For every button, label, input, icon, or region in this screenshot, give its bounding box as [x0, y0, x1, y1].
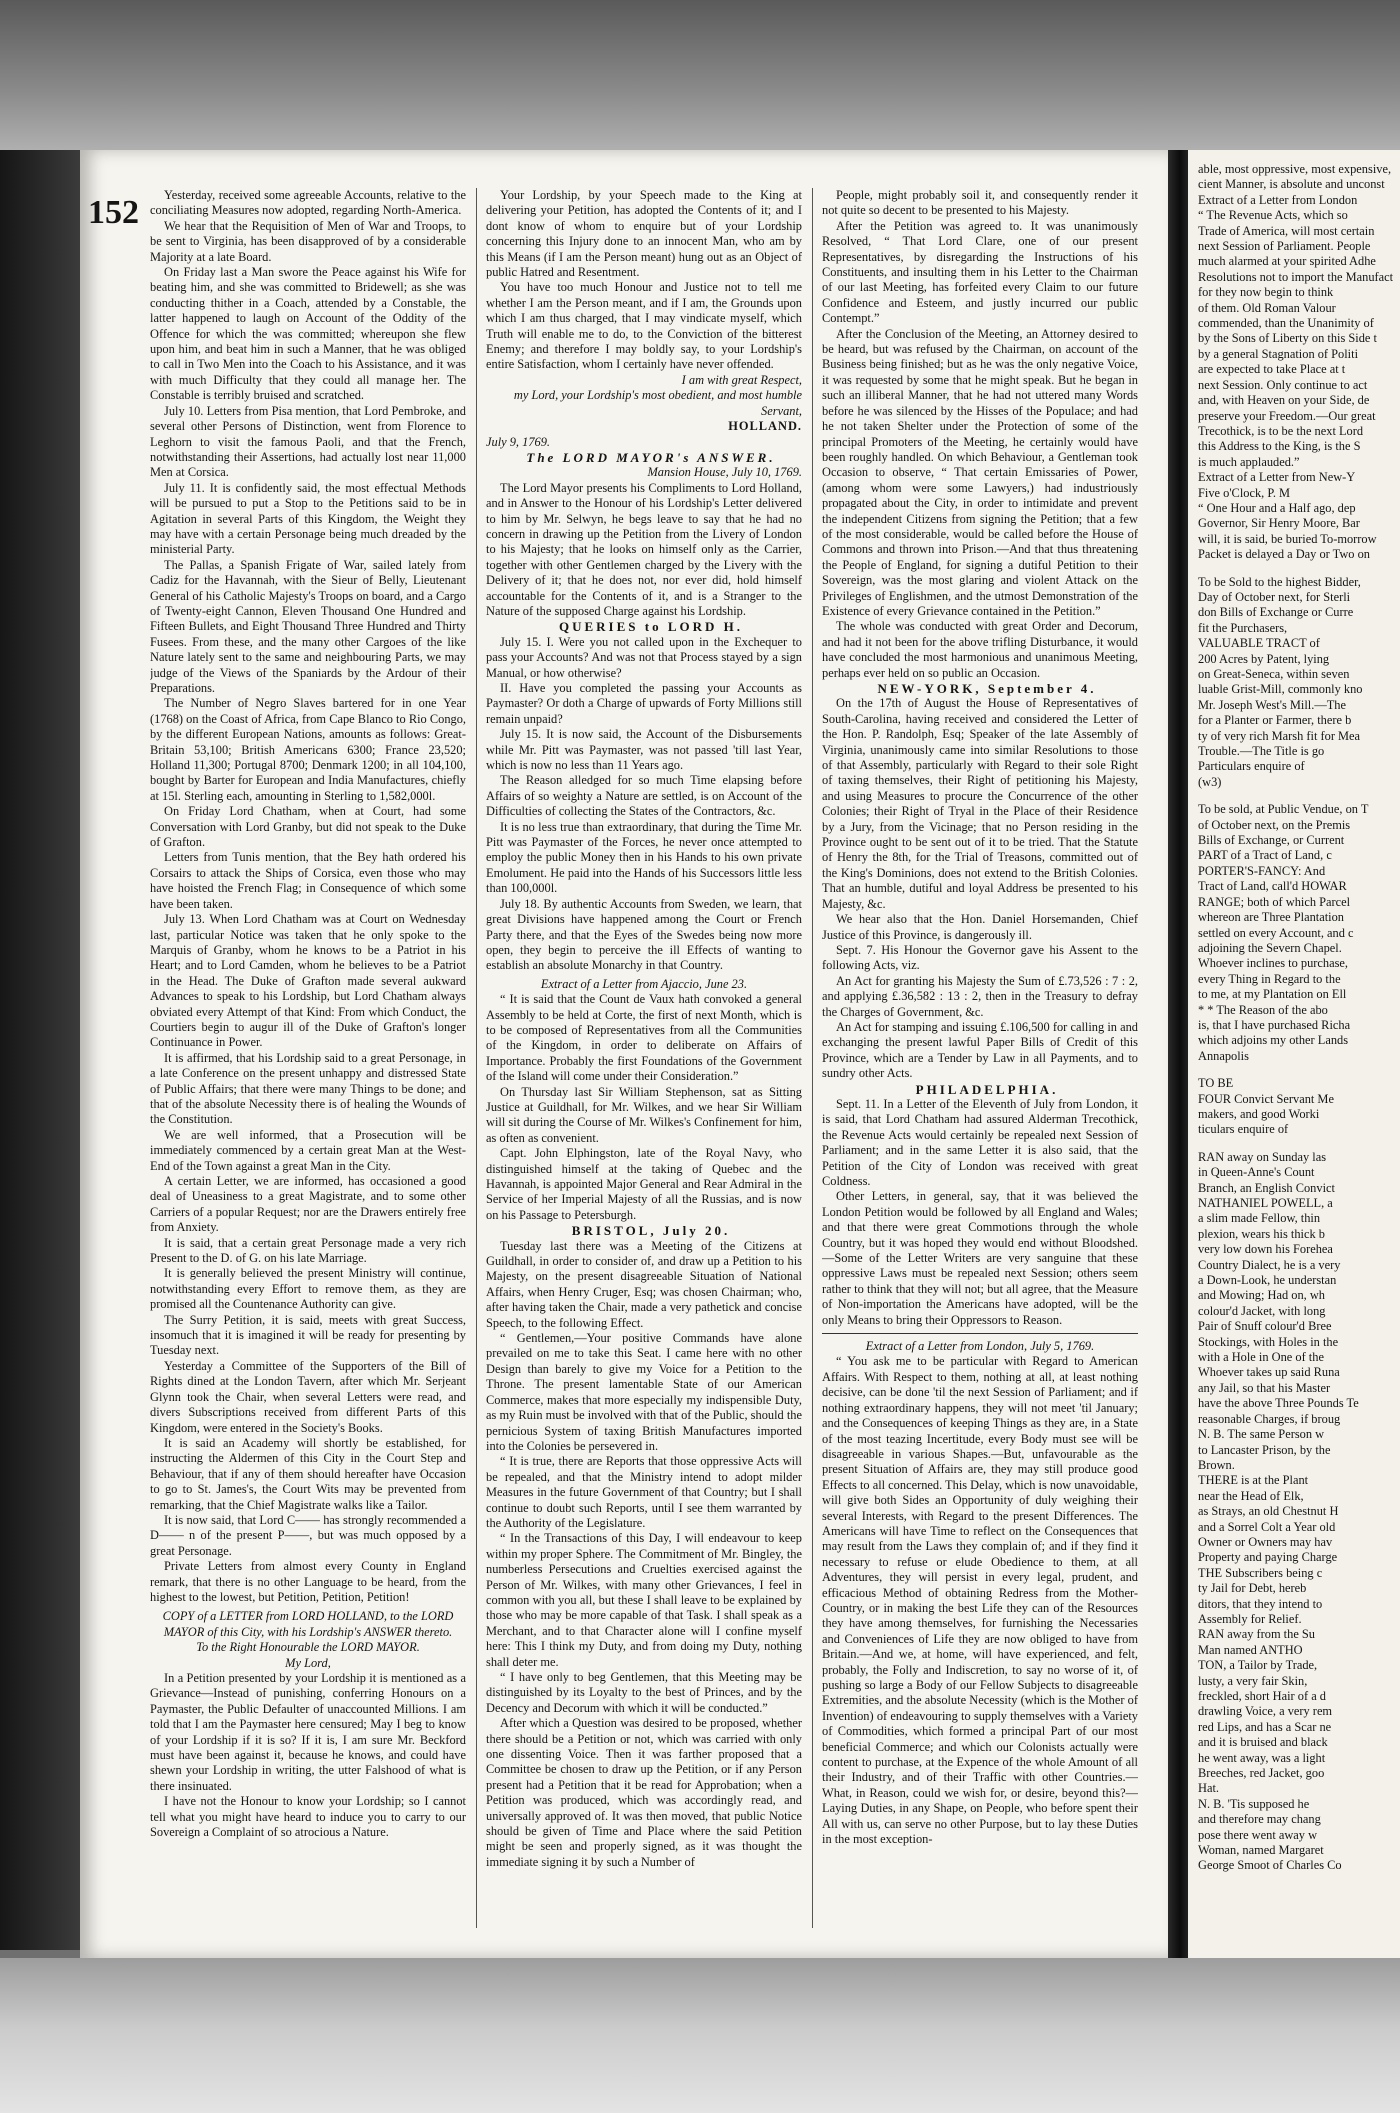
facing-page-line: plexion, wears his thick b: [1198, 1226, 1325, 1241]
article-paragraph: You have too much Honour and Justice not to tell me whether I am the Person meant, and if I am, the Grounds upon which I am thus charged, that I may vindicate myself, which Truth will enable me to do, to the Conviction of the bitterest Enemy; and therefore I may boldly say, to your Lordship's entire Satisfaction, whom I certainly have never offended.: [486, 280, 802, 372]
signature-name: HOLLAND.: [728, 419, 802, 434]
facing-page-line: Resolutions not to import the Manufact: [1198, 269, 1394, 284]
facing-page-line: freckled, short Hair of a d: [1198, 1689, 1326, 1703]
facing-page-line: N. B. 'Tis supposed he: [1198, 1796, 1310, 1811]
article-paragraph: The Pallas, a Spanish Frigate of War, sailed lately from Cadiz for the Havannah, with the Sieur of Belly, Lieutenant General of his Catholic Majesty's Troops on board, and a Cargo of Twenty-eight Cannon, Eleven Thousand One Hundred and Fifteen Bullets, and Eight Thousand Three Hundred and Thirty Fusees. From these, and the many other Cargoes of the like Nature lately sent to the same and neighbouring Parts, we may judge of the Views of the Spaniards by the Ardour of their Preparations.: [150, 557, 466, 695]
article-paragraph: The Number of Negro Slaves bartered for in one Year (1768) on the Coast of Africa, from Cape Blanco to Rio Congo, by the different European Nations, amounts as follows: Great-Britain 53,100; British Americans 6300; France 23,520; Holland 11,300; Portugal 8700; Denmark 1200; in all 104,100, bought by Barter for European and India Manufactures, chiefly at 15l. Sterling each, amounting in Sterling to 1,582,000l.: [150, 696, 466, 803]
facing-page-line: and it is bruised and black: [1198, 1735, 1328, 1750]
facing-page-line: * * The Reason of the abo: [1198, 1002, 1328, 1017]
ajaccio-list: [486, 992, 802, 1223]
facing-page-line: red Lips, and has a Scar ne: [1198, 1719, 1332, 1734]
article-paragraph: Tuesday last there was a Meeting of the Citizens at Guildhall, in order to consider of, and draw up a Petition to his Majesty, on the present disagreeable Situation of National Affairs, when Henry Cruger, Esq; was chosen Chairman; who, after having taken the Chair, made a very pathetick and concise Speech, to the following Effect.: [486, 1238, 802, 1330]
philadelphia-list: [822, 1097, 1138, 1328]
facing-page-line: is, that I have purchased Richa: [1198, 1017, 1351, 1032]
article-paragraph: After the Petition was agreed to. It was unanimously Resolved, “ That Lord Clare, one of our present Representatives, by disregarding the Instructions of his Constituents, and insulting them in his Letter to the Chairman of our last Meeting, has forfeited every Claim to our future Confidence and Esteem, and justly incurred our public Contempt.”: [822, 218, 1138, 326]
facing-page-line: Property and paying Charge: [1198, 1550, 1338, 1565]
article-paragraph: The Reason alledged for so much Time elapsing before Affairs of so weighty a Nature are settled, is on Account of the Difficulties of collecting the States of the Contractors, &c.: [486, 773, 802, 819]
article-paragraph: An Act for stamping and issuing £.106,500 for calling in and exchanging the present lawful Paper Bills of Credit of this Province, which are a Tender by Law in all Payments, and to sundry other Acts.: [822, 1019, 1138, 1081]
sign-off: my Lord, your Lordship's most obedient, and most humble Servant,: [513, 388, 802, 418]
article-paragraph: We hear also that the Hon. Daniel Horsemanden, Chief Justice of this Province, is dangerously ill.: [822, 912, 1138, 942]
column-3: [822, 188, 1138, 1928]
facing-page-line: Branch, an English Convict: [1198, 1180, 1335, 1195]
facing-page-line: near the Head of Elk,: [1198, 1488, 1304, 1503]
article-paragraph: People, might probably soil it, and consequently render it not quite so decent to be presented to his Majesty.: [822, 188, 1138, 218]
article-paragraph: July 13. When Lord Chatham was at Court on Wednesday last, particular Notice was taken that he only spoke to the Marquis of Granby, whom he knows to be a Patriot in his Heart; and to Lord Camden, whom he believes to be a Patriot in the Head. The Duke of Grafton made several aukward Advances to speak to his Lordship, but Lord Chatham always obviated every Attempt of that Kind: From which Conduct, the Courtiers begin to augur ill of the Duke of Grafton's longer Continuance in Power.: [150, 912, 466, 1050]
facing-page-line: any Jail, so that his Master: [1198, 1380, 1331, 1395]
article-paragraph: July 11. It is confidently said, the most effectual Methods will be pursued to put a Stop to the Petitions said to be in Agitation in several Parts of this Kingdom, the Weight they may have with a certain Personage being much dreaded by the ministerial Party.: [150, 480, 466, 557]
article-paragraph: It is said an Academy will shortly be established, for instructing the Aldermen of this City in the Court Step and Behaviour, that if any of them should hereafter have Occasion to go to St. James's, the Court Wits may be prevented from remarking, that the Chief Magistrate walks like a Tailor.: [150, 1435, 466, 1512]
article-paragraph: “ It is true, there are Reports that those oppressive Acts will be repealed, and that the Ministry intend to adopt milder Measures in the future Government of that Country; but I shall continue to doubt such Reports, until I see them warranted by the Authority of the Legislature.: [486, 1454, 802, 1530]
facing-page-line: next Session. Only continue to act: [1198, 377, 1368, 392]
article-paragraph: July 18. By authentic Accounts from Sweden, we learn, that great Divisions have happened among the Court or French Party there, and that the Eyes of the Swedes being now more open, they begin to perceive the ill Effects of wanting to establish an absolute Monarchy in that Country.: [486, 896, 802, 973]
facing-page-line: TO BE: [1198, 1076, 1234, 1091]
article-paragraph: It is affirmed, that his Lordship said to a great Personage, in a late Conference on the present unhappy and distressed State of Public Affairs; that there were many Things to be done; and that of the absolute Necessity there is of healing the Wounds of the Constitution.: [150, 1050, 466, 1127]
facing-page-line: PART of a Tract of Land, c: [1198, 848, 1332, 863]
facing-page-line: ty Jail for Debt, hereb: [1198, 1581, 1307, 1596]
newyork-heading: NEW-YORK, September 4.: [877, 681, 1097, 696]
facing-page-line: next Session of Parliament. People: [1198, 239, 1371, 254]
article-paragraph: Yesterday a Committee of the Supporters of the Bill of Rights dined at the London Tavern, after which Mr. Serjeant Glynn took the Chair, when several Letters were read, and divers Subscriptions received from different Parts of this Kingdom, were entered in the Society's Books.: [150, 1358, 466, 1435]
facing-page-line: will, it is said, be buried To-morrow: [1198, 531, 1377, 546]
article-paragraph: “ Gentlemen,—Your positive Commands have alone prevailed on me to take this Seat. I came here with no other Design than barely to give my Voice for a Petition to the Throne. The present lamentable State of our American Commerce, makes that more especially my indispensible Duty, as my Ruin must be involved with that of the Public, should the pernicious System of taxing British Manufactures imported into the Colonies be persevered in.: [486, 1331, 802, 1453]
facing-page-line: to me, at my Plantation on Ell: [1198, 987, 1347, 1002]
facing-page-line: luable Grist-Mill, commonly kno: [1198, 682, 1363, 697]
facing-page: [1188, 150, 1400, 1958]
facing-page-line: RAN away on Sunday las: [1198, 1149, 1327, 1164]
facing-page-line: with a Hole in One of the: [1198, 1350, 1324, 1365]
article-paragraph: Yesterday, received some agreeable Accounts, relative to the conciliating Measures now adopted, regarding North-America.: [150, 188, 466, 218]
column-2: [486, 188, 802, 1928]
facing-page-line: N. B. The same Person w: [1198, 1427, 1325, 1442]
facing-page-line: ditors, that they intend to: [1198, 1596, 1323, 1611]
facing-page-line: and, with Heaven on your Side, de: [1198, 393, 1370, 408]
facing-page-line: To be sold, at Public Vendue, on T: [1198, 802, 1369, 817]
article-paragraph: Letters from Tunis mention, that the Bey hath ordered his Corsairs to attack the Ships of Corsica, even those who may have hoisted the French Flag; in Consequence of which some have been taken.: [150, 850, 466, 911]
bristol-list: [486, 1239, 802, 1871]
facing-page-line: much alarmed at your spirited Adhe: [1198, 254, 1376, 269]
facing-page-line: Pair of Snuff colour'd Bree: [1198, 1319, 1332, 1334]
scan-background-top: [0, 0, 1400, 165]
article-paragraph: After the Conclusion of the Meeting, an Attorney desired to be heard, but was refused by the Chairman, on account of the Business being finished; but as he was the only negative Voice, it was requested by some that he might speak. But he began in such an illiberal Manner, that he had not uttered many Words before he was silenced by the Hisses of the Populace; and had he not taken Shelter under the Protection of some of the principal Promoters of the Meeting, he certainly would have been roughly handled. On which Behaviour, a Gentleman took Occasion to observe, “ That certain Emissaries of Power, (among whom were some Lawyers,) had industriously propagated about the City, in order to intimidate and prevent the independent Citizens from signing the Petition; that a few of the most considerable, would be called before the House of Commons and thrown into Prison.—And that thus threatening the People of England, for signing a dutiful Petition to their Sovereign, was the most glaring and violent Attack on the Privileges of Englishmen, and the utmost Demonstration of the Existence of every Grievance contained in the Petition.”: [822, 326, 1138, 618]
facing-page-line: have the above Three Pounds Te: [1198, 1396, 1359, 1411]
facing-page-line: which adjoins my other Lands: [1198, 1033, 1349, 1048]
facing-page-line: ty of very rich Marsh fit for Mea: [1198, 728, 1361, 743]
facing-page-line: Tract of Land, call'd HOWAR: [1198, 879, 1347, 894]
facing-page-line: Man named ANTHO: [1198, 1642, 1303, 1657]
answer-heading: The LORD MAYOR's ANSWER.: [526, 449, 776, 465]
article-paragraph: On Friday Lord Chatham, when at Court, had some Conversation with Lord Granby, but did not speak to the Duke of Grafton.: [150, 804, 466, 850]
scan-background-bottom: [0, 1958, 1400, 2113]
facing-page-line: Country Dialect, he is a very: [1198, 1257, 1341, 1272]
newspaper-page: [80, 150, 1168, 1958]
facing-page-line: a slim made Fellow, thin: [1198, 1211, 1321, 1226]
facing-page-line: VALUABLE TRACT of: [1198, 636, 1320, 651]
facing-page-line: [1198, 563, 1394, 575]
facing-page-line: RANGE; both of which Parcel: [1198, 894, 1351, 909]
facing-page-line: 200 Acres by Patent, lying: [1198, 651, 1330, 666]
facing-page-line: Trecothick, is to be the next Lord: [1198, 423, 1364, 438]
facing-page-line: in Queen-Anne's Count: [1198, 1165, 1315, 1180]
facing-page-line: very low down his Forehea: [1198, 1242, 1333, 1257]
facing-page-line: “ The Revenue Acts, which so: [1198, 208, 1348, 223]
facing-page-line: on Great-Seneca, within seven: [1198, 667, 1350, 681]
col1-letter: [150, 1671, 466, 1840]
london-heading: Extract of a Letter from London, July 5, 1769.: [865, 1339, 1095, 1354]
queries-heading: QUERIES to LORD H.: [558, 619, 744, 635]
article-paragraph: In a Petition presented by your Lordship it is mentioned as a Grievance—Instead of punishing, conferring Honours on a Paymaster, the Public Defaulter of unaccounted Millions. I am told that I am the Paymaster here censured; May I beg to know of your Lordship if it is so? If it is, I am sure Mr. Beckford must have been against it, because he knows, and could have shewn your Lordship in writing, the utter Falshood of what is there insinuated.: [150, 1671, 466, 1793]
page-number: 152: [88, 194, 139, 231]
facing-page-line: Trade of America, will most certain: [1198, 223, 1375, 238]
facing-page-line: TON, a Tailor by Trade,: [1198, 1658, 1318, 1673]
facing-page-line: colour'd Jacket, with long: [1198, 1303, 1326, 1318]
facing-page-line: and therefore may chang: [1198, 1812, 1321, 1827]
facing-page-line: makers, and good Worki: [1198, 1106, 1320, 1121]
facing-page-line: lusty, a very fair Skin,: [1198, 1673, 1308, 1688]
sign-off: I am with great Respect,: [681, 372, 802, 387]
answer-body: The Lord Mayor presents his Compliments to Lord Holland, and in Answer to the Honour of his Lordship's Letter delivered to him by Mr. Selwyn, he begs leave to say that he had no concern in drawing up the Petition from the Livery of London to his Majesty; that he looks on himself only as the Carrier, together with other Gentlemen charged by the Livery with the Delivery of it; that he does not, nor ever did, hold himself accountable for the Contents of it, and is a Stranger to the Nature of the supposed Charge against his Lordship.: [486, 480, 802, 618]
column-rule: [476, 188, 477, 1928]
facing-page-line: Extract of a Letter from London: [1198, 192, 1358, 207]
facing-page-line: he went away, was a light: [1198, 1750, 1326, 1765]
book-spine: [0, 150, 82, 1950]
facing-page-line: pose there went away w: [1198, 1827, 1318, 1842]
facing-page-line: NATHANIEL POWELL, a: [1198, 1196, 1333, 1210]
facing-page-line: reasonable Charges, if broug: [1198, 1411, 1341, 1426]
facing-page-line: Extract of a Letter from New-Y: [1198, 470, 1356, 485]
facing-page-line: for they now begin to think: [1198, 285, 1334, 300]
col3-bristol-continued: [822, 188, 1138, 681]
facing-page-line: Mr. Joseph West's Mill.—The: [1198, 697, 1346, 712]
facing-page-line: Bills of Exchange, or Current: [1198, 833, 1345, 848]
letter-address: To the Right Honourable the LORD MAYOR.: [196, 1640, 420, 1655]
facing-page-line: by a general Stagnation of Politi: [1198, 346, 1359, 361]
facing-page-line: adjoining the Severn Chapel.: [1198, 940, 1342, 955]
article-paragraph: July 15. It is now said, the Account of the Disbursements while Mr. Pitt was Paymaster, was not passed 'till last Year, which is now no less than 11 Years ago.: [486, 727, 802, 773]
article-paragraph: It is no less true than extraordinary, that during the Time Mr. Pitt was Paymaster of the Forces, he never once attempted to employ the public Money then in his Hands to his own private Emolument. He paid into the Hands of his Successors little less than 100,000l.: [486, 819, 802, 896]
facing-page-line: To be Sold to the highest Bidder,: [1198, 574, 1361, 589]
facing-page-line: for a Planter or Farmer, there b: [1198, 713, 1352, 728]
article-paragraph: “ In the Transactions of this Day, I will endeavour to keep within my proper Sphere. The Commitment of Mr. Bingley, the numberless Persecutions and Cruelties exercised against the Person of Mr. Wilkes, with many other Grievances, I feel in common with you all, but these I shall leave to be explained by those who may be more capable of that Task. I shall speak as a Merchant, and to that Character alone will I confine myself here: This I think my Duty, and from doing my Duty, nothing shall deter me.: [486, 1531, 802, 1669]
article-paragraph: Sept. 7. His Honour the Governor gave his Assent to the following Acts, viz.: [822, 942, 1138, 973]
facing-page-line: Five o'Clock, P. M: [1198, 485, 1291, 500]
facing-page-line: commended, than the Unanimity of: [1198, 316, 1374, 331]
facing-page-line: Breeches, red Jacket, goo: [1198, 1766, 1325, 1781]
article-paragraph: Capt. John Elphingston, late of the Royal Navy, who distinguished himself at the taking of Quebec and the Havannah, is appointed Major General and Rear Admiral in the Service of her Imperial Majesty of all the Russias, and is now on his Passage to Petersburgh.: [486, 1146, 802, 1222]
facing-page-line: Whoever inclines to purchase,: [1198, 956, 1349, 971]
article-paragraph: The Surry Petition, it is said, meets with great Success, insomuch that it is imagined it will be ready for presenting by Tuesday next.: [150, 1312, 466, 1358]
article-paragraph: Other Letters, in general, say, that it was believed the London Petition would be followed by all England and Wales; and that there were great Commotions through the whole Country, but it was hoped they would end without Bloodshed.—Some of the Letter Writers are very sanguine that these oppressive Laws must be repealed next Session; others seem rather to think that they will not; but all agree, that the Measure of Non-importation the Americans have adopted, will be the only Means to bring their Oppressors to Reason.: [822, 1189, 1138, 1327]
facing-page-line: Assembly for Relief.: [1198, 1611, 1302, 1626]
column-rule: [812, 188, 813, 1928]
facing-page-line: don Bills of Exchange or Curre: [1198, 605, 1354, 620]
london-list: [822, 1354, 1138, 1847]
section-divider: [822, 1333, 1138, 1334]
facing-page-line: Particulars enquire of: [1198, 759, 1305, 774]
col1-news: [150, 188, 466, 1605]
facing-page-line: Day of October next, for Sterli: [1198, 589, 1351, 604]
article-paragraph: It is said, that a certain great Personage made a very rich Present to the D. of G. on his late Marriage.: [150, 1235, 466, 1266]
facing-page-line: PORTER'S-FANCY: And: [1198, 863, 1326, 878]
bristol-heading: BRISTOL, July 20.: [571, 1223, 731, 1239]
facing-page-line: of October next, on the Premis: [1198, 817, 1351, 832]
facing-page-line: FOUR Convict Servant Me: [1198, 1091, 1334, 1106]
article-paragraph: It is generally believed the present Ministry will continue, notwithstanding every Effort to remove them, as they are promised all the Countenance Authority can give.: [150, 1266, 466, 1312]
facing-page-line: able, most oppressive, most expensive,: [1198, 162, 1392, 176]
facing-page-column: [1198, 162, 1394, 1874]
article-paragraph: July 15. I. Were you not called upon in the Exchequer to pass your Accounts? And was not that Process stayed by a sign Manual, or how otherwise?: [486, 634, 802, 680]
article-paragraph: On Friday last a Man swore the Peace against his Wife for beating him, and she was committed to Bridewell; as she was conducting thither in a Coach, attended by a Constable, the latter happened to laugh on Account of the Oddity of the Offence for which the was committed; whereupon she flew upon him, and beat him in such a Manner, that he was obliged to call in Two Men into the Coach to his Assistance, and it was with much Difficulty that they could all manage her. The Constable is terribly bruised and scratched.: [150, 265, 466, 403]
article-paragraph: “ I have only to beg Gentlemen, that this Meeting may be distinguished by its Loyalty to the best of Princes, and by the Decency and Decorum with which it will be conducted.”: [486, 1670, 802, 1715]
facing-page-line: a Down-Look, he understan: [1198, 1273, 1337, 1288]
philadelphia-heading: PHILADELPHIA.: [915, 1081, 1059, 1097]
facing-page-line: [1198, 790, 1394, 802]
facing-page-line: Annapolis: [1198, 1048, 1249, 1063]
article-paragraph: On the 17th of August the House of Representatives of South-Carolina, having received and considered the Letter of the Hon. P. Randolph, Esq; Speaker of the late Assembly of Virginia, unanimously came into similar Resolutions to those of that Assembly, particularly with Regard to their sole Right of taxing themselves, their Right of petitioning his Majesty, and using Measures to procure the Concurrence of the other Colonies; their Right of Tryal in the Place of their Residence by a Jury, from the Vicinage; that no Person residing in the Province ought to be sent out of it to be tried. That the Statute of Henry the 8th, for the Trial of Treasons, committed out of the King's Dominions, does not extend to the British Colonies. That an humble, dutiful and loyal Address be presented to his Majesty, &c.: [822, 696, 1138, 911]
facing-page-line: cient Manner, is absolute and unconst: [1198, 177, 1385, 192]
facing-page-line: are expected to take Place at t: [1198, 362, 1346, 377]
facing-page-line: Owner or Owners may hav: [1198, 1534, 1333, 1549]
facing-page-line: Governor, Sir Henry Moore, Bar: [1198, 516, 1360, 531]
facing-page-line: Hat.: [1198, 1781, 1219, 1796]
article-paragraph: Your Lordship, by your Speech made to the King at delivering your Petition, has adopted the Contents of it; and I dont know of whom to enquire but of your Lordship concerning this Injury done to an innocent Man, who am by this Means (if I am the Person meant) hung out as an Object of public Hatred and Resentment.: [486, 188, 802, 280]
facing-page-line: [1198, 1138, 1394, 1150]
facing-page-line: every Thing in Regard to the: [1198, 971, 1341, 986]
facing-page-line: whereon are Three Plantation: [1198, 910, 1344, 925]
facing-page-line: “ One Hour and a Half ago, dep: [1198, 500, 1356, 515]
facing-page-line: (w3): [1198, 774, 1222, 789]
article-paragraph: “ You ask me to be particular with Regard to American Affairs. With Respect to them, nothing at all, at least nothing decisive, can be done 'til the next Session of Parliament; and if nothing extraordinary happens, they will not meet 'til January; and the Consequences of keeping Things as they are, in a State of the most teazing Incertitude, every Body must see will be disagreeable in various Shapes.—But, unfavourable as the present Situation of Affairs are, they may still produce good Effects to all concerned. This Delay, which is now unavoidable, will give both Sides an Opportunity of duly weighing their several Interests, with Regard to the present Differences. The Americans will have Time to reflect on the Consequences that may result from the Laws they complain of; and if they find it necessary to refuse or elude Obedience to them, at all Adventures, they will persist in every legal, prudent, and efficacious Method of obtaining Redress from the Mother-Country, or in making the best Life they can of the Resources they have among themselves, for furnishing the Necessaries and Conveniences of Life they are now obliged to have from Britain.—And we, at home, will have experienced, and felt, probably, the Folly and Indiscretion, to say no worse of it, of pushing so large a Body of our Fellow Subjects to disagreeable Extremities, and the absolute Necessity (which is the Mother of Invention) of endeavouring to supply themselves with a Variety of Commodities, which formed a principal Part of our most beneficial Commerce; and which our Colonists actually were content to purchase, at the Expence of the whole Amount of all their Industry, and of their Traffic with other Countries.—What, in Reason, could we wish for, or desire, beyond this?—Laying Duties, in any Shape, on People, who before spent their All with us, can serve no other Purpose, but to lay these Duties in the most exception-: [822, 1354, 1138, 1847]
article-paragraph: July 10. Letters from Pisa mention, that Lord Pembroke, and several other Persons of Distinction, went from Florence to Leghorn to visit the famous Paoli, and that the French, notwithstanding their Assertions, had actually lost near 11,000 Men at Corsica.: [150, 403, 466, 480]
facing-page-line: THERE is at the Plant: [1198, 1473, 1309, 1488]
article-paragraph: Sept. 11. In a Letter of the Eleventh of July from London, it is said, that Lord Chatham had assured Alderman Trecothick, the Revenue Acts would certainly be repealed next Session of Parliament; and in the same Letter it is also said, that the Petition of the City of London was received with great Coldness.: [822, 1096, 1138, 1188]
article-paragraph: A certain Letter, we are informed, has occasioned a good deal of Uneasiness to a great Magistrate, and to some other Carriers of a popular Request; nor are the Drawers entirely free from Anxiety.: [150, 1174, 466, 1235]
facing-page-line: fit the Purchasers,: [1198, 620, 1288, 635]
facing-page-line: [1198, 1064, 1394, 1076]
answer-dateline: Mansion House, July 10, 1769.: [647, 465, 802, 480]
facing-page-line: preserve your Freedom.—Our great: [1198, 408, 1376, 423]
facing-page-line: Trouble.—The Title is go: [1198, 744, 1325, 759]
facing-page-line: of them. Old Roman Valour: [1198, 300, 1336, 315]
letter-date: July 9, 1769.: [486, 434, 551, 449]
facing-page-line: Woman, named Margaret: [1198, 1843, 1324, 1858]
article-paragraph: The whole was conducted with great Order and Decorum, and had it not been for the above trifling Disturbance, it would have concluded the most harmonious and unanimous Meeting, perhaps ever held on so public an Occasion.: [822, 619, 1138, 680]
facing-page-line: settled on every Account, and c: [1198, 925, 1354, 940]
article-paragraph: After which a Question was desired to be proposed, whether there should be a Petition or not, which was carried with only one dissenting Voice. Then it was farther proposed that a Committee be chosen to draw up the Petition, or if any Person present had a Petition that it be read for Approbation; when a Petition was produced, which was accordingly read, and universally approved of. It was then moved, that public Notice should be given of Time and Place where the said Petition might be seen and properly signed, as it was thought the immediate signing it by such a Number of: [486, 1716, 802, 1869]
facing-page-line: and Mowing; Had on, wh: [1198, 1288, 1325, 1303]
article-paragraph: We hear that the Requisition of Men of War and Troops, to be sent to Virginia, has been disapproved of by a considerable Majority at a late Board.: [150, 218, 466, 264]
facing-page-line: THE Subscribers being c: [1198, 1565, 1323, 1580]
queries-list: [486, 635, 802, 974]
facing-page-line: RAN away from the Su: [1198, 1627, 1316, 1642]
facing-page-line: ticulars enquire of: [1198, 1122, 1289, 1137]
facing-page-line: Brown.: [1198, 1457, 1235, 1472]
ajaccio-heading: Extract of a Letter from Ajaccio, June 23.: [540, 976, 748, 991]
facing-page-line: Packet is delayed a Day or Two on: [1198, 547, 1370, 562]
facing-page-line: Whoever takes up said Runa: [1198, 1365, 1340, 1380]
col2-letter: [486, 188, 802, 373]
facing-page-line: and a Sorrel Colt a Year old: [1198, 1519, 1336, 1534]
article-paragraph: An Act for granting his Majesty the Sum of £.73,526 : 7 : 2, and applying £.36,582 : 13 : 2, then in the Treasury to defray the Charges of Government, &c.: [822, 973, 1138, 1019]
facing-page-line: as Strays, an old Chestnut H: [1198, 1504, 1339, 1519]
facing-page-line: to Lancaster Prison, by the: [1198, 1442, 1331, 1457]
column-1: [150, 188, 466, 1928]
article-paragraph: II. Have you completed the passing your Accounts as Paymaster? Or doth a Charge of upwards of Forty Millions still remain unpaid?: [486, 681, 802, 726]
facing-page-line: drawling Voice, a very rem: [1198, 1704, 1333, 1719]
article-paragraph: “ It is said that the Count de Vaux hath convoked a general Assembly to be held at Corte, the first of next Month, which is to be composed of Representatives from all the Communities of the Kingdom, in order to deliberate on Affairs of Importance. Probably the first Foundations of the Government of the Island will come under their Consideration.”: [486, 992, 802, 1084]
facing-page-line: Stockings, with Holes in the: [1198, 1334, 1339, 1349]
article-paragraph: It is now said, that Lord C—— has strongly recommended a D—— n of the present P——, but was much opposed by a great Personage.: [150, 1512, 466, 1558]
article-paragraph: We are well informed, that a Prosecution will be immediately commenced by a certain great Man at the West-End of the Town against a great Man in the City.: [150, 1127, 466, 1173]
article-paragraph: Private Letters from almost every County in England remark, that there is no other Language to be heard, from the highest to the lowest, but Petition, Petition, Petition!: [150, 1559, 466, 1604]
article-paragraph: I have not the Honour to know your Lordship; so I cannot tell what you might have heard to induce you to carry to our Sovereign a Complaint of so atrocious a Nature.: [150, 1794, 466, 1840]
newyork-list: [822, 696, 1138, 1081]
letter-heading: COPY of a LETTER from LORD HOLLAND, to the LORD MAYOR of this City, with his Lordship's ANSWER thereto.: [162, 1609, 454, 1639]
book-gutter: [1168, 150, 1188, 1958]
facing-page-line: this Address to the King, is the S: [1198, 439, 1361, 454]
article-paragraph: On Thursday last Sir William Stephenson, sat as Sitting Justice at Guildhall, for Mr. Wilkes, and we hear Sir William will sit during the Course of Mr. Wilkes's Confinement for him, as often as convenient.: [486, 1084, 802, 1145]
facing-page-line: George Smoot of Charles Co: [1198, 1858, 1342, 1873]
letter-salutation: My Lord,: [285, 1655, 331, 1670]
facing-page-line: is much applauded.”: [1198, 454, 1300, 469]
facing-page-line: by the Sons of Liberty on this Side t: [1198, 331, 1377, 346]
